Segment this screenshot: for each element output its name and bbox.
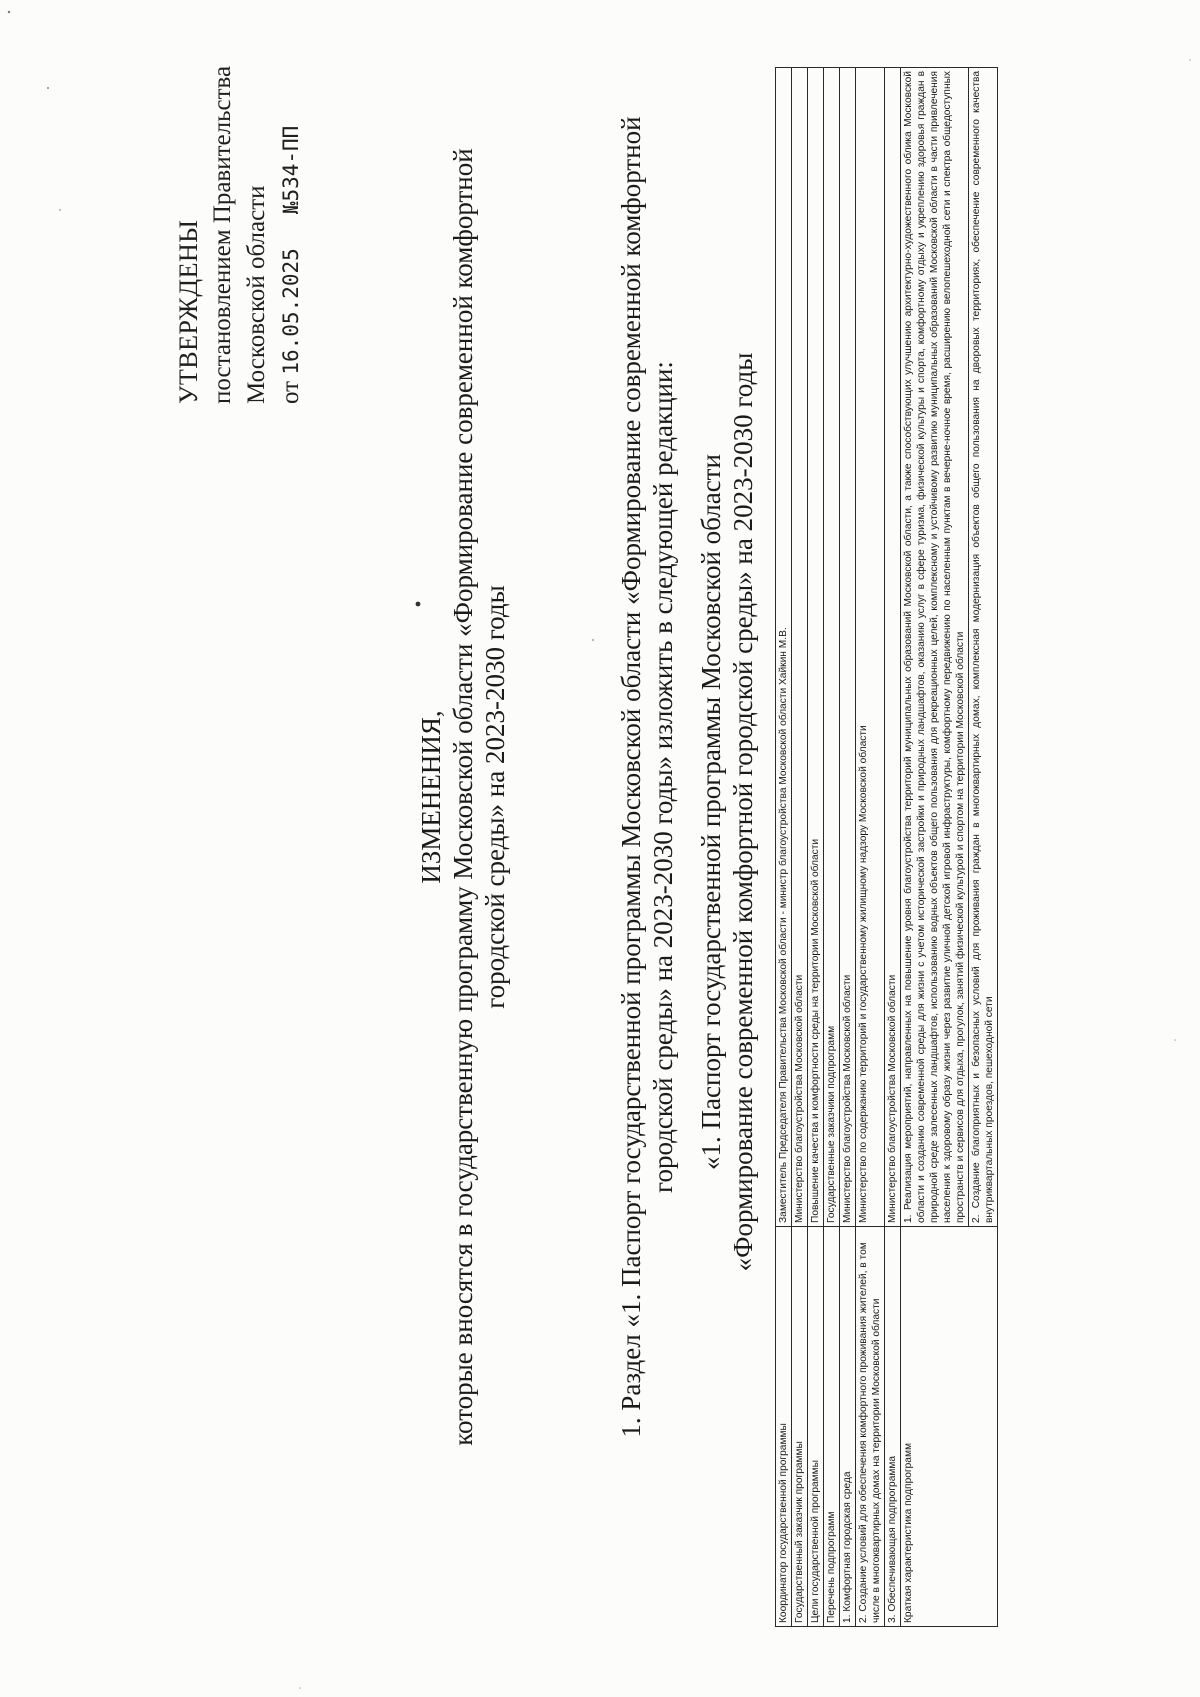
section-intro <box>615 7 679 1547</box>
table-row <box>824 68 840 1627</box>
row-value: Повышение качества и комфортности среды на территории Московской области <box>808 68 824 1227</box>
row-label: Государственный заказчик программы <box>792 1227 808 1627</box>
changes-line-2: городской среды» на 2023-2030 годы <box>480 585 510 1009</box>
approval-date: 16.05.2025 <box>279 248 303 375</box>
changes-line-1: которые вносятся в государственную программу Московской области «Формирование современной комфортной <box>448 148 478 1446</box>
row-value: 1. Реализация мероприятий, направленных на повышение уровня благоустройства территорий муниципальных образований Московской области, а также способствующих улучшению архитектурно-художественного облика Московской области и созданию современной среды для жизни с учетом исторической застройки и природных ландшафтов, оказанию услуг в сфере туризма, физической культуры и спорта, комфортному отдыху и укреплению здоровья граждан в природной среде залесенных ландшафтов, использованию водных объектов общего пользования для рекреационных целей, комплексному и устойчивому развитию муниципальных образований Московской области в части привлечения населения к здоровому образу жизни через развитие уличной детской игровой инфраструктуры, комфортному передвижению по населенным пунктам в вечерне-ночное время, расширению велопешеходной сети и спектра общедоступных пространств и сервисов для отдыха, прогулок, занятий физической культурой и спортом на территории Московской области <box>901 68 969 1227</box>
changes-title: ИЗМЕНЕНИЯ, <box>416 710 446 884</box>
row-label: Цели государственной программы <box>808 1227 824 1627</box>
row-label: Координатор государственной программы <box>776 1227 792 1627</box>
approval-stamp <box>172 66 308 404</box>
passport-title <box>695 17 759 1607</box>
row-value: Государственные заказчики подпрограмм <box>824 68 840 1227</box>
row-value: Министерство благоустройства Московской области <box>885 68 901 1227</box>
table-row <box>856 68 885 1627</box>
row-label: 1. Комфортная городская среда <box>840 1227 856 1627</box>
intro-line-2: городской среды» на 2023-2030 годы» изложить в следующей редакции: <box>648 361 678 1193</box>
table-row <box>776 68 792 1627</box>
approval-line-1: постановлением Правительства <box>209 65 236 404</box>
table-row <box>885 68 901 1627</box>
passport-table <box>775 67 998 1627</box>
approval-number: №534-ПП <box>279 125 303 215</box>
approval-date-line <box>274 66 308 404</box>
approval-line-2: Московской области <box>243 185 270 404</box>
row-value: Министерство по содержанию территорий и государственному жилищному надзору Московской области <box>856 68 885 1227</box>
intro-line-1: 1. Раздел «1. Паспорт государственной программы Московской области «Формирование современной комфортной <box>616 116 646 1438</box>
approval-title: УТВЕРЖДЕНЫ <box>174 219 203 404</box>
row-value: Министерство благоустройства Московской области <box>840 68 856 1227</box>
row-label: 3. Обеспечивающая подпрограмма <box>885 1227 901 1627</box>
table-row <box>792 68 808 1627</box>
table-row <box>901 68 969 1627</box>
changes-heading <box>415 47 511 1547</box>
approval-date-prefix: от <box>277 380 304 404</box>
row-label: Краткая характеристика подпрограмм <box>901 1227 998 1627</box>
row-value: Министерство благоустройства Московской области <box>792 68 808 1227</box>
passport-title-line-1: «1. Паспорт государственной программы Московской области <box>696 454 726 1170</box>
table-row <box>808 68 824 1627</box>
row-label: 2. Создание условий для обеспечения комфортного проживания жителей, в том числе в многоквартирных домах на территории Московской области <box>856 1227 885 1627</box>
passport-title-line-2: «Формирование современной комфортной городской среды» на 2023-2030 годы <box>728 352 758 1272</box>
table-row <box>840 68 856 1627</box>
row-label: Перечень подпрограмм <box>824 1227 840 1627</box>
row-value: Заместитель Председателя Правительства Московской области - министр благоустройства Московской области Хайкин М.В. <box>776 68 792 1227</box>
row-value: 2. Создание благоприятных и безопасных условий для проживания граждан в многоквартирных домах, комплексная модернизация объектов общего пользования на дворовых территориях, обеспечение современного качества внутриквартальных проездов, пешеходной сети <box>969 68 998 1227</box>
